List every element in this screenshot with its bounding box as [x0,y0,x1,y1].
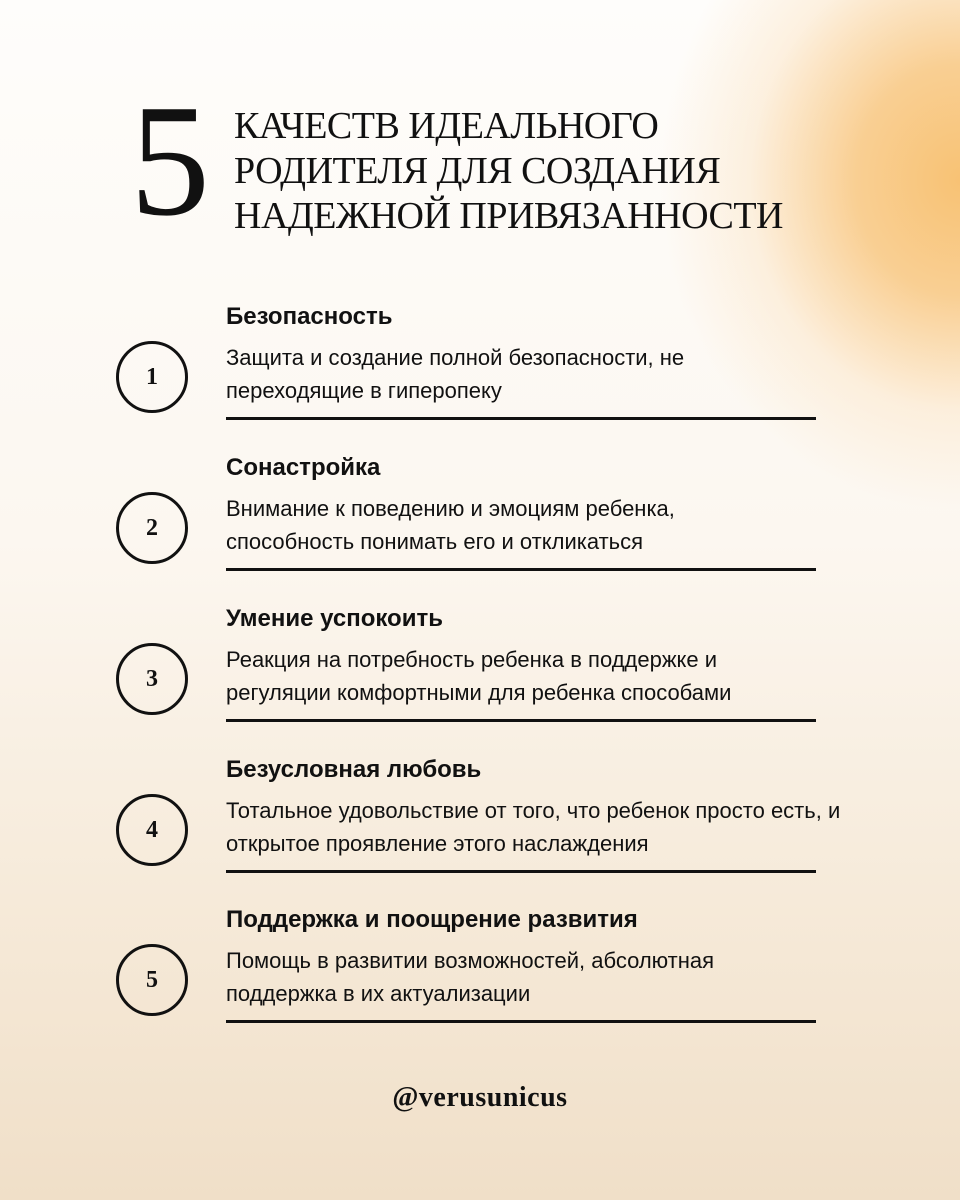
item-title: Умение успокоить [226,605,443,632]
list-item [0,303,960,453]
item-description: Защита и создание полной безопасности, не переходящие в гиперопеку [226,345,685,403]
item-title: Безопасность [226,303,393,330]
divider [226,719,816,722]
list-item [0,454,960,604]
divider [226,568,816,571]
page-title [234,104,934,239]
item-description: Внимание к поведению и эмоциям ребенка, способность понимать его и откликаться [226,496,675,554]
number-circle: 2 [116,492,188,564]
list-item [0,756,960,906]
item-title: Безусловная любовь [226,756,482,783]
big-number: 5 [130,71,210,249]
number-circle: 1 [116,341,188,413]
item-title: Сонастройка [226,454,381,481]
number-circle: 5 [116,944,188,1016]
item-title: Поддержка и поощрение развития [226,906,638,933]
title-line: НАДЕЖНОЙ ПРИВЯЗАННОСТИ [234,195,783,237]
divider [226,417,816,420]
number-circle: 3 [116,643,188,715]
number-circle: 4 [116,794,188,866]
list-item [0,605,960,755]
item-description: Помощь в развитии возможностей, абсолютная поддержка в их актуализации [226,948,715,1006]
divider [226,870,816,873]
title-line: КАЧЕСТВ ИДЕАЛЬНОГО [234,105,659,147]
divider [226,1020,816,1023]
item-description: Реакция на потребность ребенка в поддержке и регуляции комфортными для ребенка способами [226,647,732,705]
item-description: Тотальное удовольствие от того, что ребенок просто есть, и открытое проявление этого наслаждения [226,798,841,856]
list-item [0,906,960,1056]
social-handle: @verusunicus [392,1082,568,1113]
title-line: РОДИТЕЛЯ ДЛЯ СОЗДАНИЯ [234,150,721,192]
